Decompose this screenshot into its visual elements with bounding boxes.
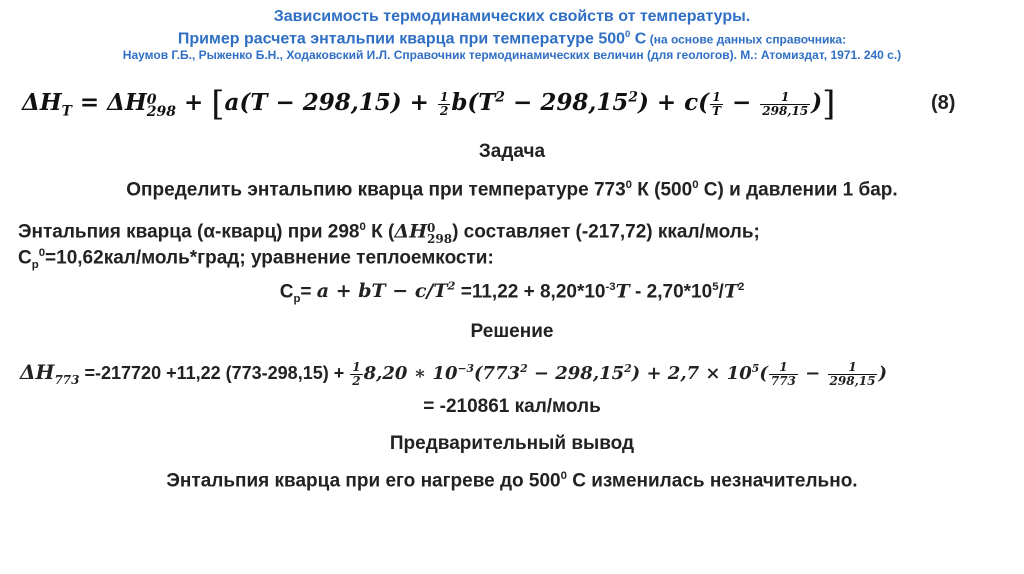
page-subtitle: Пример расчета энтальпии кварца при температуре $500^0$ С (на основе данных справочника:	[177, 29, 847, 48]
given-heat-capacity-line: $С_p^0=10,62кал/моль*град$; уравнение теплоемкости:	[18, 247, 494, 272]
reference-citation: Наумов Г.Б., Рыженко Б.Н., Ходаковский И.Л. Справочник термодинамических величин (для геологов). М.: Атомиздат, 1971. 240 с.)	[122, 48, 902, 62]
enthalpy-formula: $\Delta H_T = \Delta H$ 0 298 + [a(T − 298,15) + $\frac{1}{2}$ $b(T^2 - 298,15^2) + c$( $\frac{1}{T}$ − $\frac{1}{298,15}$ )]	[22, 84, 836, 124]
solution-heading: Решение	[470, 321, 554, 342]
task-statement: Определить энтальпию кварца при температуре $773^0$ К ($500^0$ С) и давлении 1 бар.	[126, 179, 898, 201]
given-enthalpy-line: Энтальпия кварца (α-кварц) при $298^0$ К (ΔH 0 298 ) составляет (-217,72) ккал/моль;	[18, 220, 760, 247]
solution-calculation: $\Delta H_{773} =-217720 +11,22$ (773-298,15) + $\frac{1}{2}$ 8,20 ∗ $10^{-3}(773^2 - 298,15^2) + 2,7 \times 10^5$( $\frac{1}{773}$ − $\frac{1}{298,15}$ )	[20, 359, 887, 388]
heat-capacity-equation: $С_p= a$ + bT − $c/T^2 =11,22 + 8,20*10^{-3}T - 2,70*10^5/T^2$	[279, 279, 745, 306]
conclusion-text: Энтальпия кварца при его нагреве до $500^0$ С изменилась незначительно.	[166, 470, 858, 492]
solution-result: = -210861 кал/моль	[423, 396, 601, 417]
page-title: Зависимость термодинамических свойств от температуры.	[273, 8, 751, 25]
equation-number: (8)	[931, 92, 956, 114]
task-heading: Задача	[478, 141, 546, 162]
conclusion-heading: Предварительный вывод	[389, 433, 635, 454]
